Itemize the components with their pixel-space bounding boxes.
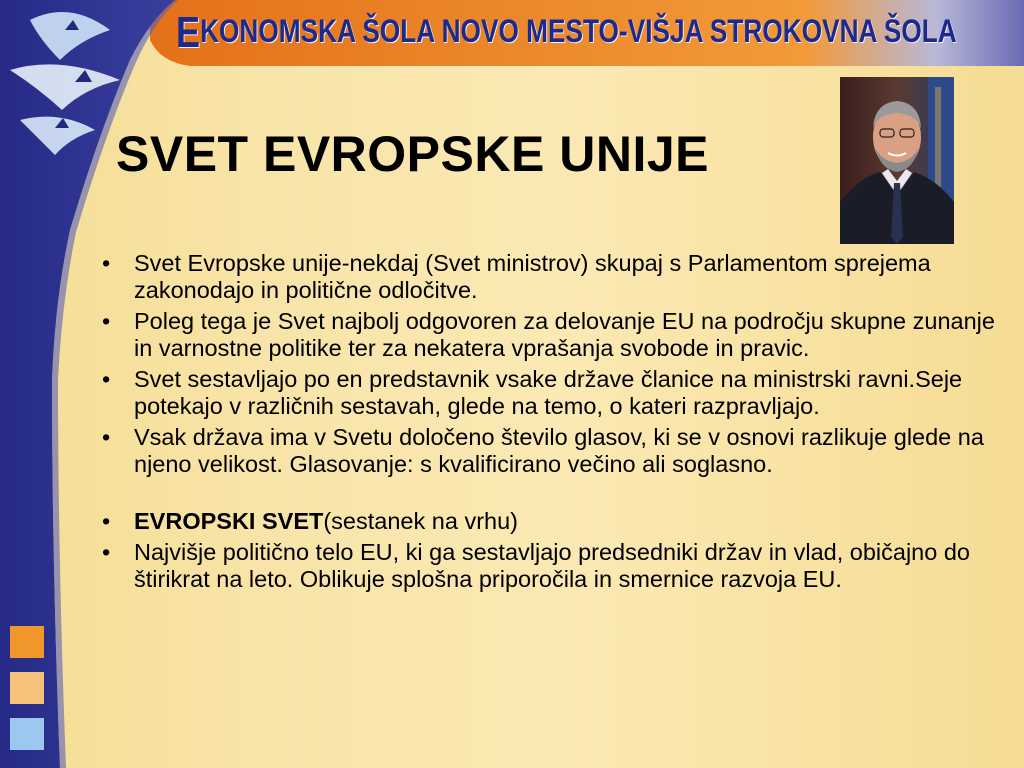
bullet-item: • Najvišje politično telo EU, ki ga sestavljajo predsedniki držav in vlad, običajno do štirikrat na leto. Oblikuje splošna priporočila in smernice razvoja EU. bbox=[100, 539, 1005, 593]
bullet-item: • EVROPSKI SVET(sestanek na vrhu) bbox=[100, 508, 1005, 535]
bullet-item: • Vsak država ima v Svetu določeno število glasov, ki se v osnovi razlikuje glede na njeno velikost. Glasovanje: s kvalificirano večino ali soglasno. bbox=[100, 424, 1005, 478]
slide-title: SVET EVROPSKE UNIJE bbox=[116, 126, 709, 182]
school-name-header: EKONOMSKA ŠOLA NOVO MESTO-VIŠJA STROKOVNA ŠOLA bbox=[176, 8, 957, 57]
bullet-list bbox=[100, 250, 1005, 597]
portrait-photo bbox=[840, 77, 954, 244]
decor-square-peach bbox=[10, 672, 44, 704]
bullet-item: • Svet Evropske unije-nekdaj (Svet ministrov) skupaj s Parlamentom sprejema zakonodajo in politične odločitve. bbox=[100, 250, 1005, 304]
decor-square-orange bbox=[10, 626, 44, 658]
bullet-item: • Poleg tega je Svet najbolj odgovoren za delovanje EU na področju skupne zunanje in varnostne politike ter za nekatera vprašanja svobode in pravic. bbox=[100, 308, 1005, 362]
bullet-item: • Svet sestavljajo po en predstavnik vsake države članice na ministrski ravni.Seje potekajo v različnih sestavah, glede na temo, o kateri razpravljajo. bbox=[100, 366, 1005, 420]
decor-square-blue bbox=[10, 718, 44, 750]
